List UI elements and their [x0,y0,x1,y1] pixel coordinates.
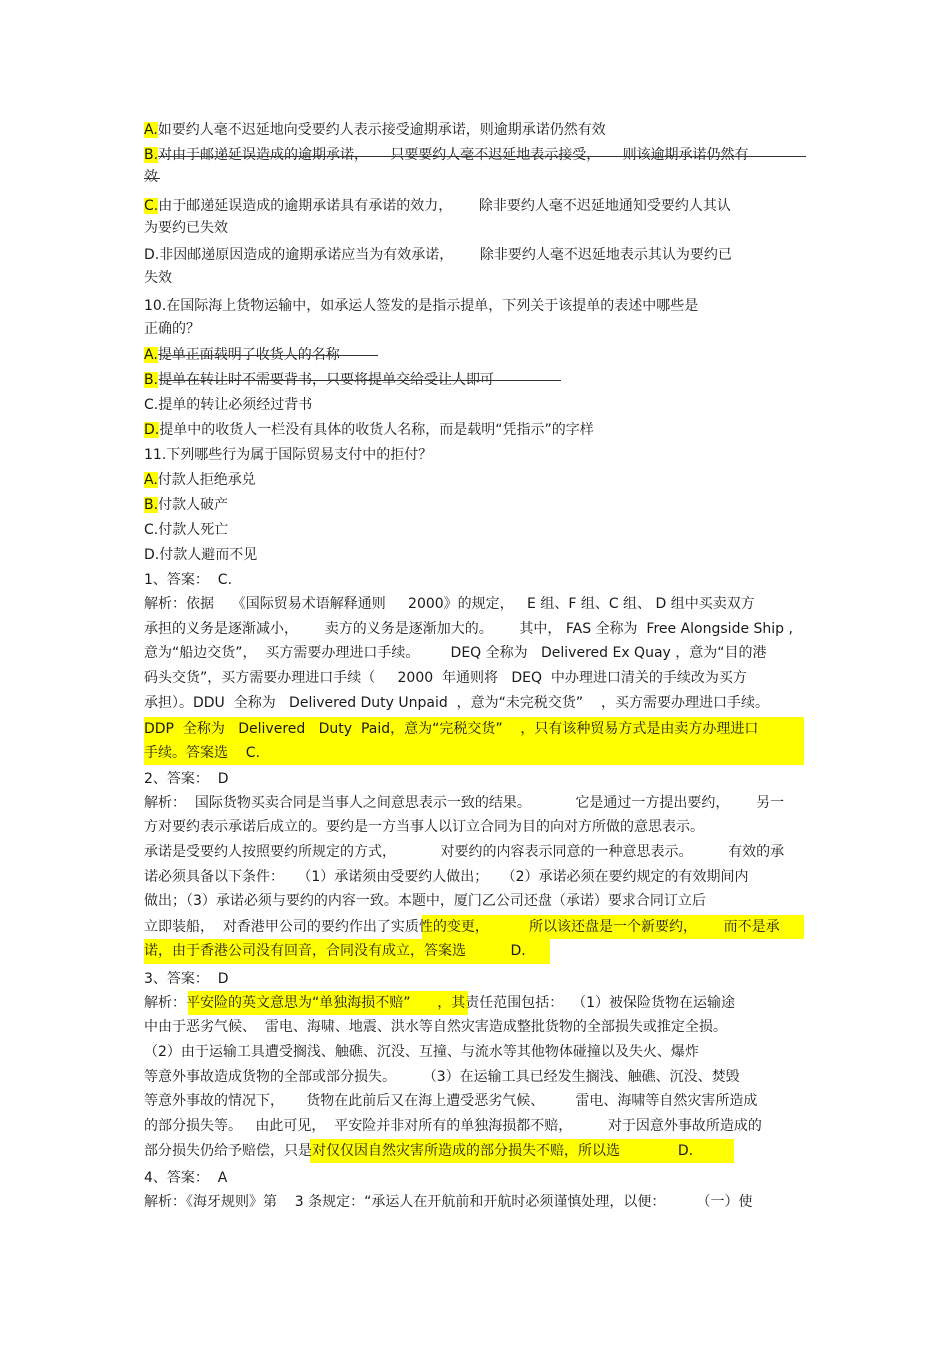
option-text: 付款人破产 [158,497,229,513]
answer-3-line: 中由于恶劣气候、 雷电、海啸、地震、洪水等自然灾害造成整批货物的全部损失或推定全损。 [144,1019,727,1035]
answer-2-line: 承诺是受要约人按照要约所规定的方式， 对要约的内容表示同意的一种意思表示。 有效的承 [144,844,785,860]
option-text: 提单在转让时不需要背书，只要将提单交给受让人即可 [158,372,495,388]
option-letter: B. [144,372,159,388]
option-letter: A. [144,122,158,138]
option-letter: B. [144,497,159,513]
q9-option-d-line-2 [144,269,172,287]
answer-2-split-line [144,918,780,936]
answer-2-heading [144,770,229,788]
q9-option-c-line-2 [144,219,228,237]
answer-1-line: 码头交货”，买方需要办理进口手续（ 2000 年通则将 DEQ 中办理进口清关的手续改为买方 [144,670,747,686]
answer-3-line: （2）由于运输工具遭受搁浅、触礁、沉没、互撞、与流水等其他物体碰撞以及失火、爆炸 [144,1044,699,1060]
q10-stem-line-2 [144,320,200,338]
q9-option-b-line-1 [144,146,749,164]
answer-4-line: 解析：《海牙规则》第 3 条规定：“承运人在开航前和开航时必须谨慎处理，以便： （一）使 [144,1194,753,1210]
q10-option-d [144,421,594,439]
option-text: D.付款人避而不见 [144,547,258,563]
option-text: 失效 [144,270,172,286]
answer-heading: 4、答案： A [144,1170,228,1186]
answer-1-highlight-line: DDP 全称为 Delivered Duty Paid，意为“完税交货” ，只有该种贸易方式是由卖方办理进口 [144,721,759,737]
q9-option-a [144,121,606,139]
q11-option-d [144,546,257,564]
question-text: 11.下列哪些行为属于国际贸易支付中的拒付？ [144,447,433,463]
option-letter: D. [144,422,160,438]
plain-text: ，其责任范围包括： （1）被保险货物在运输途 [437,995,736,1011]
answer-3-line: 等意外事故造成货物的全部或部分损失。 （3）在运输工具已经发生搁浅、触礁、沉没、焚毁 [144,1069,740,1085]
answer-3-intro [144,994,735,1012]
q11-option-a [144,471,256,489]
q11-stem [144,446,432,464]
option-text: C.提单的转让必须经过背书 [144,397,313,413]
strikethrough-line [160,355,378,356]
answer-1-heading [144,571,232,589]
answer-2-line: 诺必须具备以下条件： （1）承诺须由受要约人做出； （2）承诺必须在要约规定的有效期间内 [144,869,749,885]
answer-2-line: 方对要约表示承诺后成立的。要约是一方当事人以订立合同为目的向对方所做的意思表示。 [144,819,704,835]
answer-1-line: 意为“船边交货”， 买方需要办理进口手续。 DEQ 全称为 Delivered Ex Quay ，意为“目的港 [144,645,767,661]
plain-text: 解析： [144,995,186,1011]
strikethrough-line [160,380,561,381]
plain-text: 立即装船， 对香港甲公司的要约作出了实 [144,919,405,935]
option-text: 如要约人毫不迟延地向受要约人表示接受逾期承诺，则逾期承诺仍然有效 [157,122,606,138]
highlighted-text: 平安险的英文意思为“单独海损不赔” [186,995,438,1011]
question-text: 正确的？ [144,321,200,337]
option-text: 对由于邮递延误造成的逾期承诺， 只要要约人毫不迟延地表示接受， 则该逾期承诺仍然有 [158,147,749,163]
answer-heading: 1、答案： C. [144,572,233,588]
option-text: 效 [144,169,158,185]
answer-heading: 3、答案： D [144,971,229,987]
strikethrough-line [144,178,160,179]
strikethrough-line [158,156,806,157]
option-letter: A. [144,347,158,363]
answer-1-line: 解析：依据 《国际贸易术语解释通则 2000》的规定， E 组、F 组、C 组、 D 组中买卖双方 [144,596,755,612]
answer-3-last-line [144,1142,693,1160]
option-letter: B. [144,147,159,163]
answer-1-highlight-line: 手续。答案选 C. [144,745,261,761]
answer-heading: 2、答案： D [144,771,229,787]
q9-option-c-line-1 [144,197,731,215]
answer-1-line: 承担）。DDU 全称为 Delivered Duty Unpaid ，意为“未完税交货” ，买方需要办理进口手续。 [144,695,769,711]
answer-3-line: 的部分损失等。 由此可见， 平安险并非对所有的单独海损都不赔， 对于因意外事故所造成的 [144,1118,762,1134]
highlighted-text: 是对仅仅因自然灾害所造成的部分损失不赔，所以选 D. [298,1143,694,1159]
q9-option-d-line-1 [144,246,732,264]
option-letter: A. [144,472,158,488]
answer-3-heading [144,970,229,988]
answer-4-heading [144,1169,227,1187]
answer-3-line: 等意外事故的情况下， 货物在此前后又在海上遭受恶劣气候、 雷电、海啸等自然灾害所造成 [144,1093,758,1109]
answer-2-line: 做出；（3）承诺必须与要约的内容一致。本题中，厦门乙公司还盘（承诺）要求合同订立后 [144,893,706,909]
option-text: 提单正面载明了收货人的名称 [157,347,340,363]
answer-2-highlight-line: 诺，由于香港公司没有回音，合同没有成立，答案选 D. [144,943,526,959]
question-text: 10.在国际海上货物运输中，如承运人签发的是指示提单，下列关于该提单的表述中哪些是 [144,298,699,314]
answer-2-line: 解析： 国际货物买卖合同是当事人之间意思表示一致的结果。 它是通过一方提出要约， 另一 [144,795,785,811]
q11-option-b [144,496,228,514]
option-text: 由于邮递延误造成的逾期承诺具有承诺的效力， 除非要约人毫不迟延地通知受要约人其认 [158,198,731,214]
option-text: 为要约已失效 [144,220,228,236]
q10-stem-line-1 [144,297,698,315]
option-text: D.非因邮递原因造成的逾期承诺应当为有效承诺， 除非要约人毫不迟延地表示其认为要约已 [144,247,732,263]
q10-option-c [144,396,312,414]
highlighted-text: 质性的变更， 所以该还盘是一个新要约， 而不是承 [404,919,780,935]
plain-text: 部分损失仍给予赔偿，只 [144,1143,298,1159]
q9-option-b-line-2 [144,168,158,186]
option-text: C.付款人死亡 [144,522,229,538]
q11-option-c [144,521,228,539]
option-letter: C. [144,198,159,214]
answer-1-line: 承担的义务是逐渐减小， 卖方的义务是逐渐加大的。 其中， FAS 全称为 Free Alongside Ship , [144,621,793,637]
option-text: 提单中的收货人一栏没有具体的收货人名称，而是载明“凭指示”的字样 [159,422,594,438]
option-text: 付款人拒绝承兑 [157,472,256,488]
